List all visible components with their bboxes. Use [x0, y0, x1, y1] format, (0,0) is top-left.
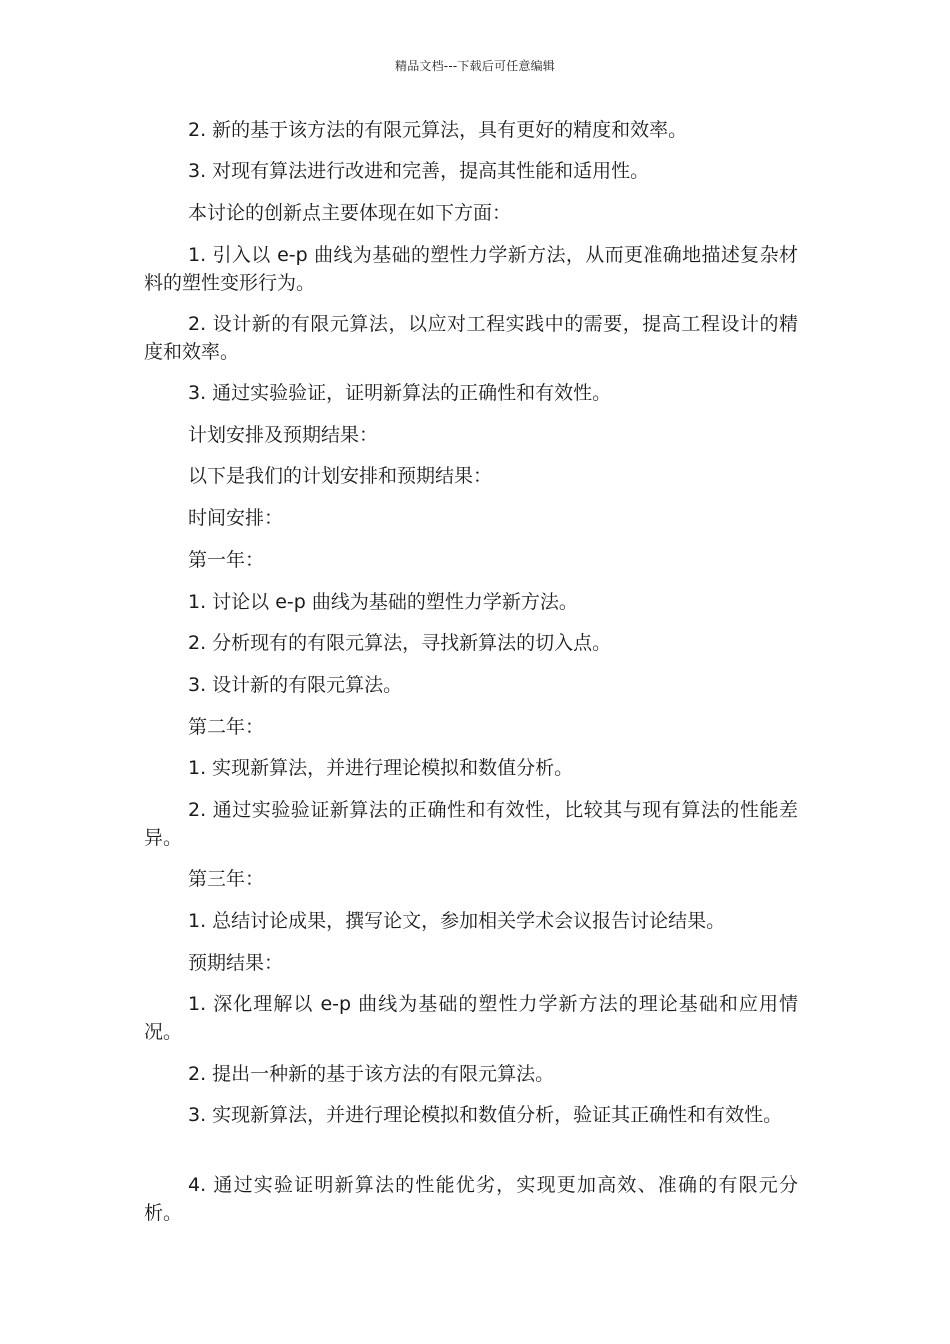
year-heading: 第二年：	[188, 716, 265, 738]
paragraph: 4. 通过实验证明新算法的性能优劣，实现更加高效、准确的有限元分析。	[144, 1174, 798, 1224]
paragraph: 1. 深化理解以 e-p 曲线为基础的塑性力学新方法的理论基础和应用情况。	[144, 993, 798, 1043]
section-heading: 时间安排：	[188, 507, 284, 529]
paragraph: 1. 讨论以 e-p 曲线为基础的塑性力学新方法。	[188, 591, 578, 613]
paragraph: 1. 总结讨论成果，撰写论文，参加相关学术会议报告讨论结果。	[188, 910, 726, 932]
paragraph: 2. 分析现有的有限元算法，寻找新算法的切入点。	[188, 632, 612, 654]
section-heading: 计划安排及预期结果：	[188, 424, 379, 446]
paragraph: 2. 提出一种新的基于该方法的有限元算法。	[188, 1063, 555, 1085]
paragraph: 本讨论的创新点主要体现在如下方面：	[188, 202, 512, 224]
paragraph: 1. 实现新算法，并进行理论模拟和数值分析。	[188, 757, 574, 779]
paragraph: 以下是我们的计划安排和预期结果：	[188, 465, 493, 487]
paragraph: 3. 对现有算法进行改进和完善，提高其性能和适用性。	[188, 160, 650, 182]
year-heading: 第三年：	[188, 868, 265, 890]
paragraph: 3. 设计新的有限元算法。	[188, 674, 403, 696]
page-header: 精品文档---下载后可任意编辑	[395, 59, 555, 73]
paragraph: 2. 新的基于该方法的有限元算法，具有更好的精度和效率。	[188, 119, 688, 141]
paragraph: 1. 引入以 e-p 曲线为基础的塑性力学新方法，从而更准确地描述复杂材料的塑性变形行为。	[144, 244, 798, 294]
section-heading: 预期结果：	[188, 952, 284, 974]
paragraph: 3. 通过实验验证，证明新算法的正确性和有效性。	[188, 382, 612, 404]
paragraph: 3. 实现新算法，并进行理论模拟和数值分析，验证其正确性和有效性。	[188, 1104, 783, 1126]
paragraph: 2. 通过实验验证新算法的正确性和有效性，比较其与现有算法的性能差异。	[144, 799, 798, 849]
paragraph: 2. 设计新的有限元算法，以应对工程实践中的需要，提高工程设计的精度和效率。	[144, 313, 798, 363]
year-heading: 第一年：	[188, 549, 265, 571]
